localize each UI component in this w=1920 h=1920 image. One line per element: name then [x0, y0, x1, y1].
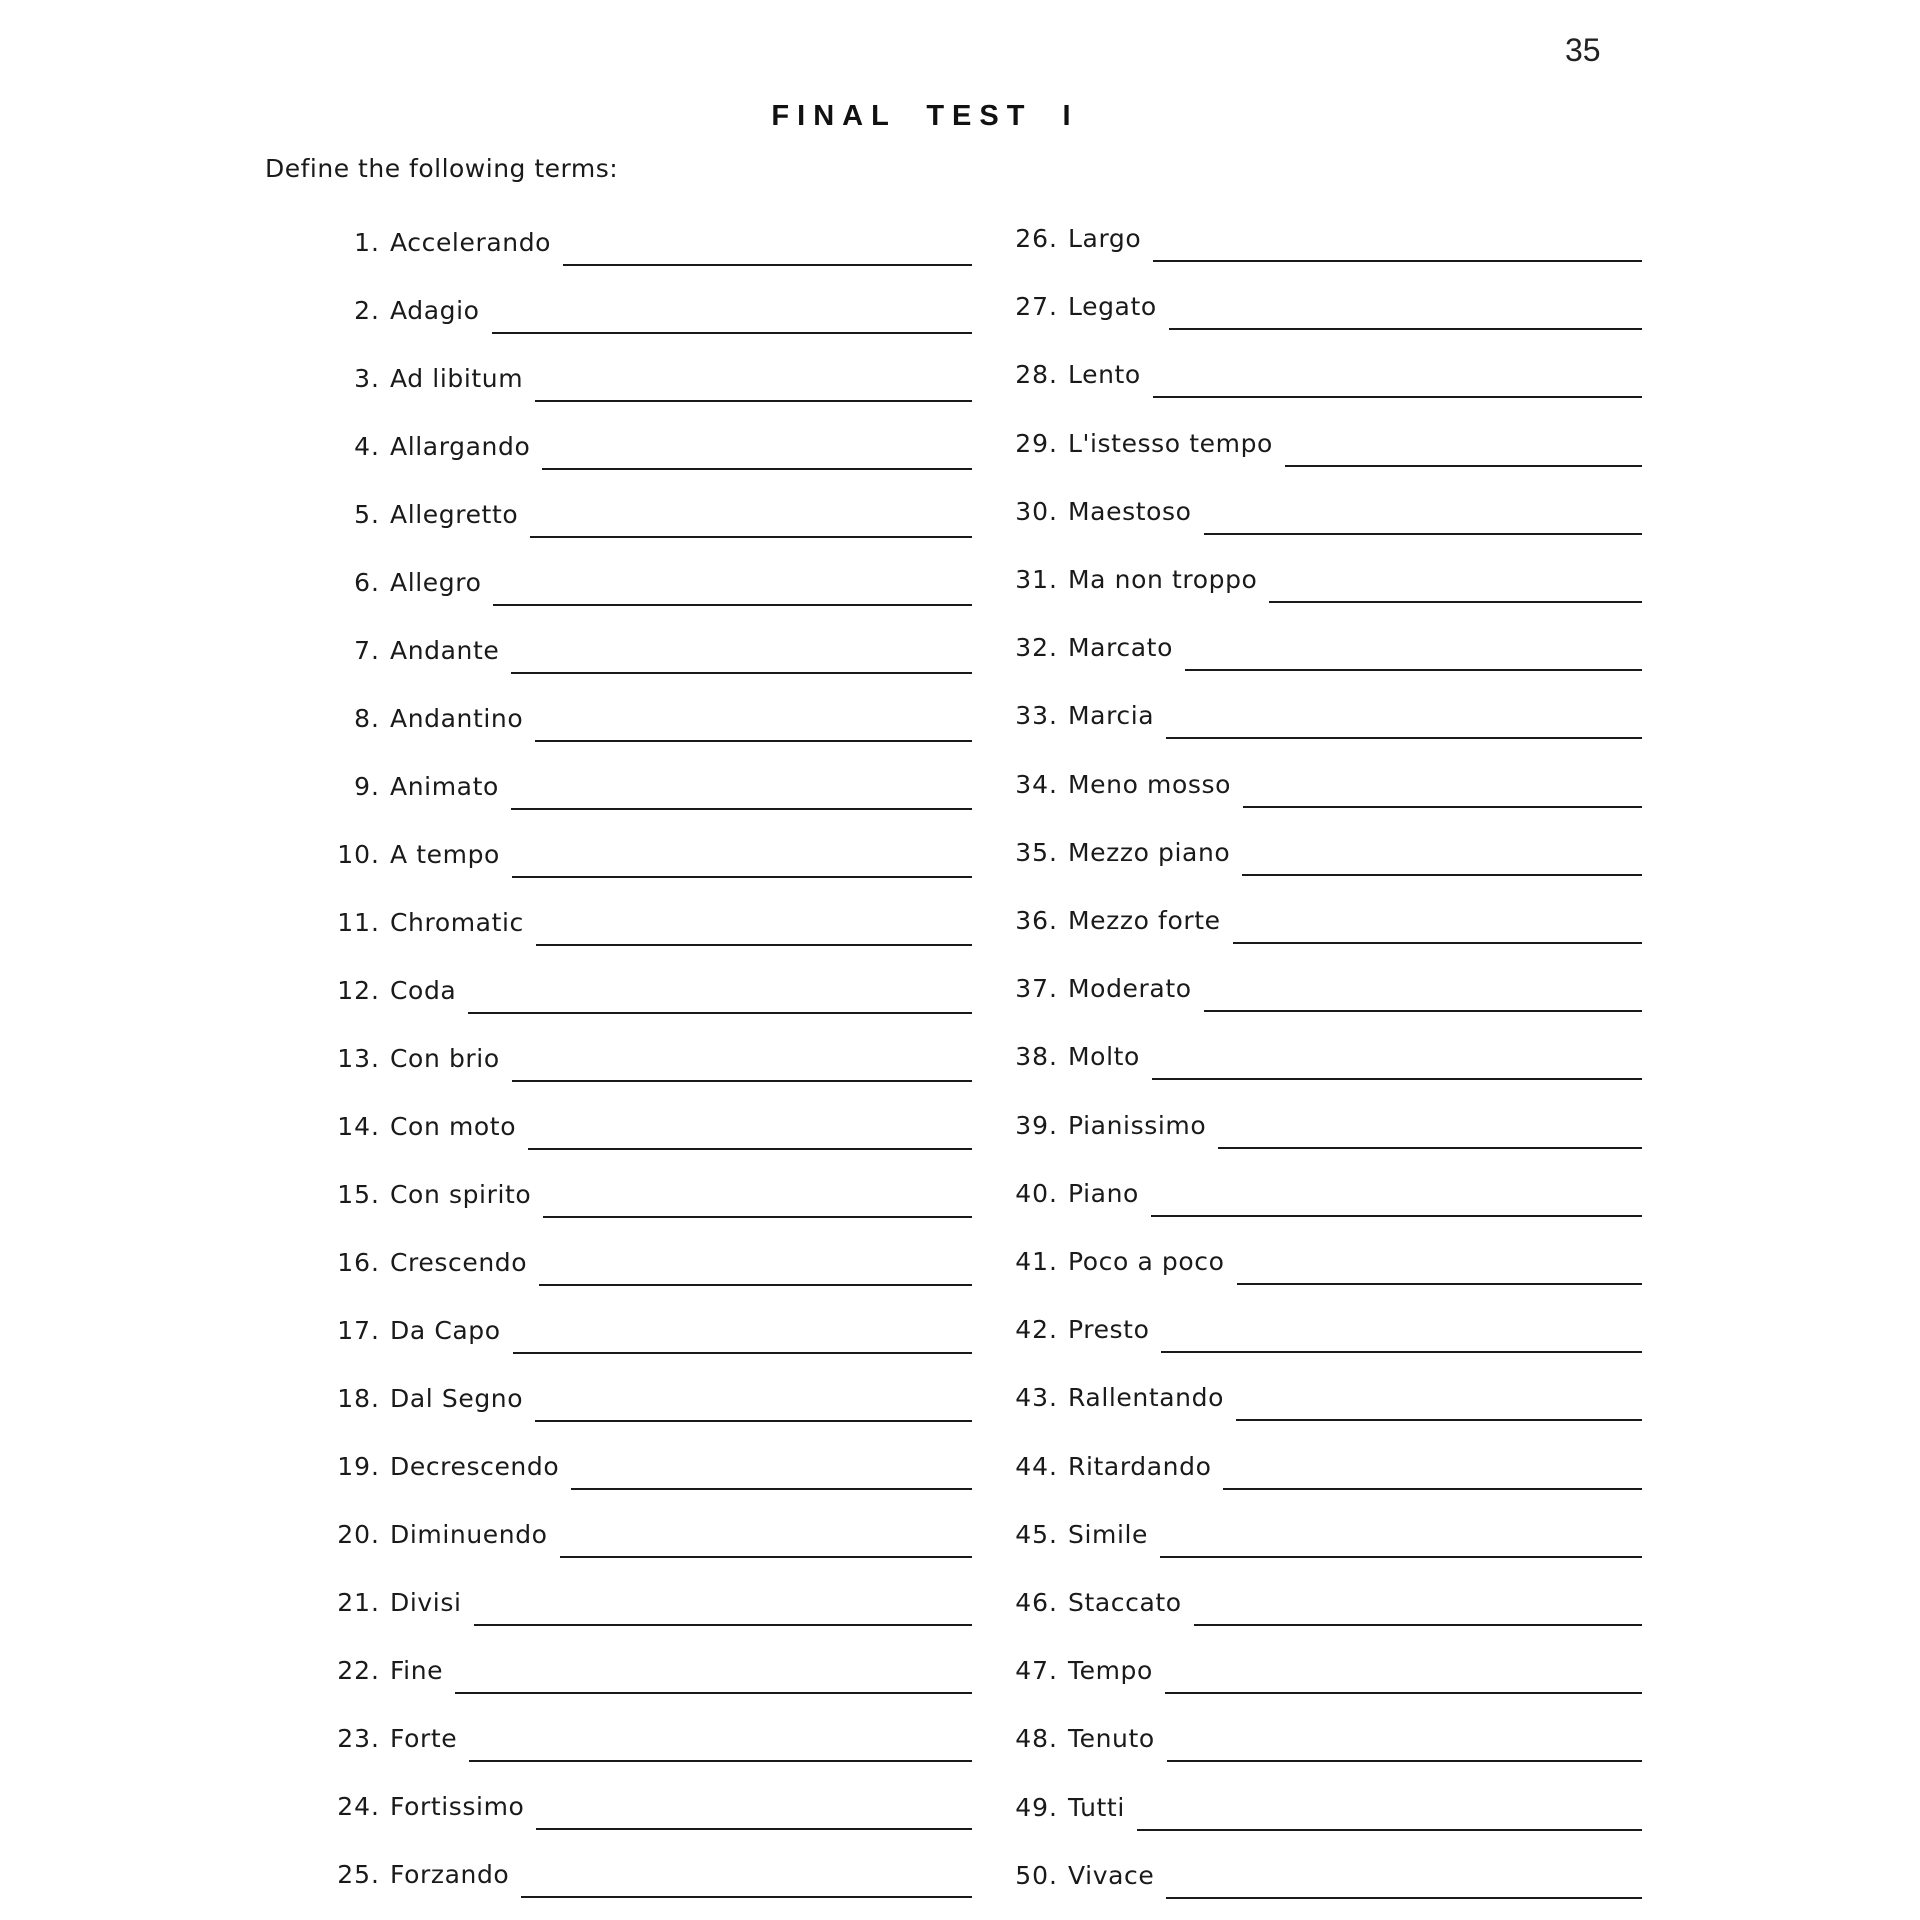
item-number: 27.: [1015, 292, 1058, 322]
answer-line[interactable]: [1242, 844, 1642, 876]
item-term: A tempo: [390, 840, 500, 869]
item-number: 16.: [337, 1248, 380, 1277]
item-term: Moderato: [1068, 974, 1192, 1004]
list-item: [300, 1238, 972, 1278]
answer-line[interactable]: [512, 1050, 972, 1082]
answer-line[interactable]: [1204, 503, 1642, 535]
list-item: [1000, 1578, 1642, 1618]
answer-line[interactable]: [1236, 1389, 1642, 1421]
list-item: [1000, 487, 1642, 527]
item-term: Legato: [1068, 292, 1157, 322]
item-number: 26.: [1015, 224, 1058, 253]
item-number: 43.: [1015, 1383, 1058, 1413]
answer-line[interactable]: [1167, 1730, 1642, 1762]
item-term: Andante: [390, 636, 500, 665]
item-number: 13.: [337, 1044, 380, 1073]
list-item: [300, 1102, 972, 1142]
list-item: [300, 1714, 972, 1754]
item-number: 5.: [354, 500, 380, 529]
answer-line[interactable]: [1237, 1253, 1642, 1285]
item-term: Crescendo: [390, 1248, 528, 1277]
instructions: Define the following terms:: [265, 154, 619, 183]
answer-line[interactable]: [1137, 1799, 1642, 1831]
item-number: 50.: [1015, 1860, 1058, 1890]
item-number: 4.: [354, 432, 380, 461]
answer-line[interactable]: [543, 1186, 972, 1218]
item-number: 40.: [1015, 1178, 1058, 1208]
list-item: [1000, 350, 1642, 390]
item-term: Simile: [1068, 1519, 1149, 1549]
answer-line[interactable]: [1153, 230, 1642, 262]
list-item: [300, 1578, 972, 1618]
item-number: 11.: [337, 908, 380, 937]
item-number: 18.: [337, 1384, 380, 1413]
item-term: Con brio: [390, 1044, 500, 1073]
answer-line[interactable]: [528, 1118, 972, 1150]
item-number: 2.: [354, 296, 380, 325]
answer-line[interactable]: [1151, 1185, 1642, 1217]
item-number: 37.: [1015, 974, 1058, 1004]
item-term: Tenuto: [1068, 1724, 1155, 1754]
list-item: [1000, 1032, 1642, 1072]
item-term: Accelerando: [390, 228, 552, 257]
item-number: 12.: [337, 976, 380, 1005]
list-item: [300, 286, 972, 326]
item-term: Forte: [390, 1724, 458, 1753]
item-number: 9.: [354, 772, 380, 801]
item-number: 47.: [1015, 1656, 1058, 1686]
item-number: 21.: [337, 1588, 380, 1617]
item-term: Con spirito: [390, 1180, 532, 1209]
item-number: 48.: [1015, 1724, 1058, 1754]
item-term: Presto: [1068, 1315, 1150, 1345]
answer-line[interactable]: [535, 1390, 972, 1422]
answer-line[interactable]: [563, 234, 972, 266]
answer-line[interactable]: [1165, 1662, 1642, 1694]
item-term: Meno mosso: [1068, 769, 1232, 799]
list-item: [300, 354, 972, 394]
list-item: [1000, 1851, 1642, 1891]
item-number: 29.: [1015, 428, 1058, 458]
answer-line[interactable]: [1152, 1048, 1642, 1080]
list-item: [1000, 282, 1642, 322]
item-term: Rallentando: [1068, 1383, 1224, 1413]
answer-line[interactable]: [511, 642, 972, 674]
answer-line[interactable]: [1185, 639, 1642, 671]
answer-line[interactable]: [512, 846, 972, 878]
item-term: Diminuendo: [390, 1520, 548, 1549]
item-term: Allegretto: [390, 500, 519, 529]
item-term: Staccato: [1068, 1588, 1182, 1617]
item-number: 31.: [1015, 565, 1058, 594]
item-term: Largo: [1068, 224, 1142, 253]
item-number: 15.: [337, 1180, 380, 1209]
answer-line[interactable]: [536, 914, 972, 946]
item-number: 10.: [337, 840, 380, 869]
item-term: L'istesso tempo: [1068, 428, 1273, 458]
item-number: 1.: [354, 228, 380, 257]
item-number: 20.: [337, 1520, 380, 1549]
answer-line[interactable]: [474, 1594, 972, 1626]
answer-line[interactable]: [513, 1322, 972, 1354]
list-item: [300, 558, 972, 598]
item-number: 36.: [1015, 906, 1058, 935]
item-number: 17.: [337, 1316, 380, 1345]
list-item: [1000, 623, 1642, 663]
item-term: Marcia: [1068, 701, 1155, 731]
list-item: [1000, 1714, 1642, 1754]
answer-line[interactable]: [535, 370, 972, 402]
item-number: 45.: [1015, 1519, 1058, 1549]
answer-line[interactable]: [1223, 1458, 1642, 1490]
answer-line[interactable]: [1153, 366, 1642, 398]
item-number: 38.: [1015, 1042, 1058, 1072]
answer-line[interactable]: [560, 1526, 972, 1558]
list-item: [1000, 691, 1642, 731]
page-title: FINAL TEST I: [771, 100, 1079, 132]
list-item: [1000, 1101, 1642, 1141]
list-item: [300, 626, 972, 666]
list-item: [1000, 760, 1642, 800]
list-item: [1000, 1373, 1642, 1413]
list-item: [300, 898, 972, 938]
item-term: Animato: [390, 772, 499, 801]
item-number: 24.: [337, 1792, 380, 1821]
list-item: [300, 830, 972, 870]
item-number: 19.: [337, 1452, 380, 1481]
answer-line[interactable]: [536, 1798, 972, 1830]
item-number: 8.: [354, 704, 380, 733]
page-number: 35: [1565, 32, 1601, 68]
item-term: Mezzo piano: [1068, 837, 1231, 867]
answer-line[interactable]: [530, 506, 972, 538]
item-number: 14.: [337, 1112, 380, 1141]
answer-line[interactable]: [469, 1730, 972, 1762]
item-number: 3.: [354, 364, 380, 393]
item-term: Forzando: [390, 1860, 510, 1889]
item-term: Lento: [1068, 360, 1141, 390]
item-number: 25.: [337, 1860, 380, 1889]
item-term: Piano: [1068, 1178, 1139, 1208]
item-term: Maestoso: [1068, 496, 1192, 526]
item-number: 33.: [1015, 701, 1058, 731]
item-term: Andantino: [390, 704, 524, 733]
answer-line[interactable]: [1194, 1594, 1642, 1626]
list-item: [300, 1646, 972, 1686]
list-item: [300, 1782, 972, 1822]
item-term: Da Capo: [390, 1316, 501, 1345]
list-item: [300, 1306, 972, 1346]
answer-line[interactable]: [521, 1866, 972, 1898]
list-item: [1000, 1169, 1642, 1209]
item-number: 44.: [1015, 1451, 1058, 1481]
item-term: Vivace: [1068, 1860, 1155, 1890]
item-term: Fortissimo: [390, 1792, 525, 1821]
item-number: 7.: [354, 636, 380, 665]
item-term: Fine: [390, 1656, 444, 1685]
item-number: 49.: [1015, 1792, 1058, 1822]
answer-line[interactable]: [535, 710, 972, 742]
list-item: [300, 1442, 972, 1482]
item-term: Con moto: [390, 1112, 517, 1141]
list-item: [1000, 419, 1642, 459]
answer-line[interactable]: [468, 982, 972, 1014]
list-item: [300, 762, 972, 802]
item-term: Molto: [1068, 1042, 1140, 1072]
item-term: Tutti: [1068, 1792, 1125, 1822]
list-item: [1000, 828, 1642, 868]
answer-line[interactable]: [1160, 1526, 1642, 1558]
answer-line[interactable]: [542, 438, 972, 470]
item-term: Divisi: [390, 1588, 462, 1617]
list-item: [300, 1034, 972, 1074]
item-term: Tempo: [1068, 1656, 1153, 1686]
item-term: Allegro: [390, 568, 482, 597]
item-term: Marcato: [1068, 633, 1173, 663]
item-term: Dal Segno: [390, 1384, 524, 1413]
item-number: 22.: [337, 1656, 380, 1685]
list-item: [1000, 896, 1642, 936]
answer-line[interactable]: [1169, 298, 1642, 330]
answer-line[interactable]: [1166, 1867, 1642, 1899]
answer-line[interactable]: [1204, 980, 1642, 1012]
list-item: [300, 490, 972, 530]
answer-line[interactable]: [1269, 571, 1642, 603]
item-number: 28.: [1015, 360, 1058, 390]
answer-line[interactable]: [1233, 912, 1642, 944]
item-term: Pianissimo: [1068, 1110, 1207, 1140]
list-item: [1000, 1442, 1642, 1482]
item-term: Decrescendo: [390, 1452, 560, 1481]
item-number: 39.: [1015, 1110, 1058, 1140]
list-item: [300, 422, 972, 462]
item-number: 32.: [1015, 633, 1058, 663]
answer-line[interactable]: [493, 574, 972, 606]
item-number: 41.: [1015, 1247, 1058, 1276]
list-item: [300, 1374, 972, 1414]
list-item: [300, 1170, 972, 1210]
list-item: [1000, 1305, 1642, 1345]
item-term: Adagio: [390, 296, 480, 325]
item-term: Mezzo forte: [1068, 906, 1221, 935]
answer-line[interactable]: [539, 1254, 972, 1286]
list-item: [1000, 214, 1642, 254]
list-item: [300, 694, 972, 734]
answer-line[interactable]: [1166, 707, 1642, 739]
item-number: 6.: [354, 568, 380, 597]
list-item: [300, 1510, 972, 1550]
item-term: Poco a poco: [1068, 1247, 1225, 1276]
list-item: [1000, 964, 1642, 1004]
answer-line[interactable]: [1161, 1321, 1642, 1353]
item-term: Ad libitum: [390, 364, 524, 393]
list-item: [1000, 1510, 1642, 1550]
answer-line[interactable]: [1243, 776, 1642, 808]
list-item: [1000, 555, 1642, 595]
list-item: [300, 966, 972, 1006]
item-number: 34.: [1015, 769, 1058, 799]
item-number: 30.: [1015, 496, 1058, 526]
answer-line[interactable]: [455, 1662, 972, 1694]
item-number: 42.: [1015, 1315, 1058, 1345]
item-term: Ritardando: [1068, 1451, 1212, 1481]
item-term: Ma non troppo: [1068, 565, 1258, 594]
item-number: 35.: [1015, 837, 1058, 867]
list-item: [1000, 1783, 1642, 1823]
list-item: [300, 1850, 972, 1890]
answer-line[interactable]: [571, 1458, 972, 1490]
answer-line[interactable]: [492, 302, 972, 334]
answer-line[interactable]: [1285, 435, 1642, 467]
list-item: [300, 218, 972, 258]
answer-line[interactable]: [511, 778, 972, 810]
item-term: Chromatic: [390, 908, 524, 937]
item-term: Allargando: [390, 432, 531, 461]
list-item: [1000, 1237, 1642, 1277]
item-number: 23.: [337, 1724, 380, 1753]
item-number: 46.: [1015, 1588, 1058, 1617]
list-item: [1000, 1646, 1642, 1686]
answer-line[interactable]: [1218, 1117, 1642, 1149]
item-term: Coda: [390, 976, 457, 1005]
